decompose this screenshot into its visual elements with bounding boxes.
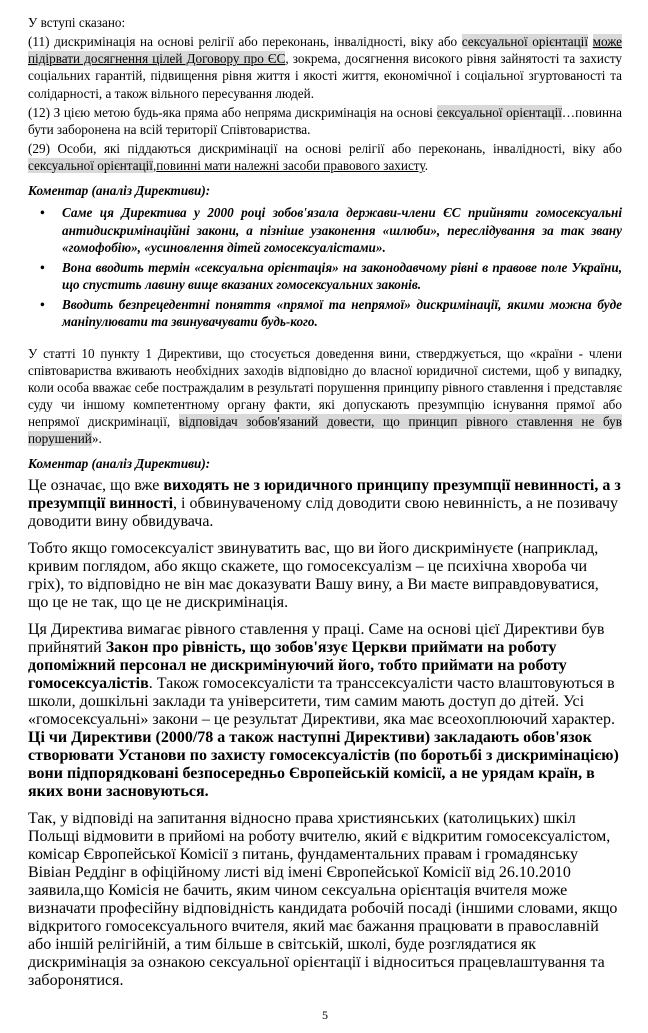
text-run: …повинна бути заборонена на всій території Співтовариства. <box>28 104 622 137</box>
text-run: повинні мати належні засоби правового захисту <box>156 158 425 174</box>
list-item <box>28 259 622 293</box>
comment-bullets-1 <box>28 204 622 330</box>
clause-29 <box>28 140 622 174</box>
text-run: сексуальної орієнтації <box>436 104 562 120</box>
para-example <box>28 540 622 612</box>
para-poland <box>28 810 622 990</box>
text-run <box>588 34 593 49</box>
bullet-dot: • <box>40 259 45 275</box>
bullet-text: Вводить безпрецедентні поняття «прямої та непрямої» дискримінації, якими можна буде маніпулювати та звинувачувати будь-кого. <box>62 297 622 330</box>
text-run: (29) Особи, які піддаються дискримінації на основі релігії або переконань, інвалідності, віку або <box>28 141 622 157</box>
bullet-dot: • <box>40 297 45 313</box>
text-run: Так, у відповіді на запитання відносно права християнських (католицьких) шкіл Польщі відмовити в прийомі на роботу вчителю, який є відкритим гомосексуалістом, комісар Європейської Комісії з питань, фундаментальних правам і громадянську Вівіан Реддінг в офіційному листі від імені Європейської Комісії від 26.10.2010 заявила,що Комісія не бачить, яким чином сексуальна орієнтація вчителя може визначати професійну відповідність кандидата робочій посаді (іншими словами, якщо відкритого гомосексуального вчителя, який має бажання працювати в православній або іншій релігійній, а тим більше в світській, школі, буде розглядатися як дискримінація за ознакою сексуальної орієнтації і відноситься працевлаштування та заборонятися. <box>28 810 618 990</box>
text-run: . <box>424 158 428 174</box>
comment-heading-2: Коментар (аналіз Директиви): <box>28 456 211 472</box>
text-run: виходять не з юридичного принципу презумпції невинності, а з презумпції винності <box>28 477 621 513</box>
list-item <box>28 204 622 255</box>
text-run: У статті 10 пункту 1 Директиви, що стосується доведення вини, стверджується, що «країни - члени співтовариства вживають необхідних заходів відповідно до власної юридичної системи, щоб у випадку, коли особа вважає себе постраждалим в результаті порушення принципу рівного ставлення і представляє суду чи іншому компетентному органу факти, які допускають презумпцію існування прямої або непрямої дискримінації, <box>28 345 622 430</box>
bullet-text: Саме ця Директива у 2000 році зобов'язала держави-члени ЄС прийняти гомосексуальні антидискримінаційні закони, а пізніше узаконення «шлюби», переслідування за так звану «гомофобію», «усиновлення дітей гомосексуалістами». <box>62 205 622 255</box>
text-run: може підірвати досягнення цілей Договору про ЄС <box>28 34 623 67</box>
para-means <box>28 477 622 531</box>
text-run: (11) дискримінація на основі релігії або переконань, інвалідності, віку або <box>28 34 462 50</box>
text-run: , зокрема, досягнення високого рівня зайнятості та захисту соціальних гарантій, підвищення рівня життя і якості життя, економічної і соціальної згуртованості та солідарності, а також вільного пересування людей. <box>28 51 622 101</box>
text-run: сексуальної орієнтації <box>28 158 153 174</box>
bullet-dot: • <box>40 205 45 221</box>
text-run: Тобто якщо гомосексуаліст звинуватить вас, що ви його дискримінуєте (наприклад, кривим поглядом, або якщо скажете, що гомосексуалізм – це психічна хвороба чи гріх), то відповідно не він має доказувати Вашу вину, а Ви маєте виправдовуватися, що це не так, що це не дискримінація. <box>28 540 599 612</box>
text-run: Це означає, що вже <box>28 477 164 495</box>
text-run: ». <box>91 431 102 447</box>
text-run: , <box>152 158 157 174</box>
clause-11 <box>28 33 622 102</box>
article-10-paragraph <box>28 345 622 448</box>
text-run: сексуальної орієнтації <box>461 34 589 50</box>
text-run: відповідач зобов'язаний довести, що принцип рівного ставлення не був порушений <box>28 414 622 447</box>
text-run: (12) З цією метою будь-яка пряма або непряма дискримінація на основі <box>28 104 437 120</box>
text-run: . Також гомосексуалісти та транссексуалісти часто влаштовуються в школи, дошкільні заклади та університети, тим самим мають доступ до дітей. Усі «гомосексуальні» закони – це результат Директиви, яка має всеохоплюючий характер. <box>28 675 615 729</box>
intro-line: У вступі сказано: <box>28 15 126 30</box>
text-run: Ця Директива вимагає рівного ставлення у праці. Саме на основі цієї Директиви був прийнятий <box>28 621 605 657</box>
spacer <box>28 334 622 345</box>
comment-heading-1: Коментар (аналіз Директиви): <box>28 183 211 199</box>
page-number: 5 <box>322 1008 328 1023</box>
text-run: Закон про рівність, що зобов'язує Церкви приймати на роботу допоміжний персонал не дискримінуючий його, тобто приймати на роботу гомосексуалістів <box>28 639 567 693</box>
bullet-text: Вона вводить термін «сексуальна орієнтація» на законодавчому рівні в правове поле України, що спустить лавину вище вказаних гомосексуальних законів. <box>62 259 622 293</box>
text-run: , і обвинуваченому слід доводити свою невинність, а не позивачу доводити вину обвидувача. <box>28 495 618 531</box>
list-item <box>28 296 622 330</box>
text-run: Ці чи Директиви (2000/78 а також наступні Директиви) закладають обов'язок створювати Установи по захисту гомосексуалістів (по боротьбі з дискримінацією) вони підпорядковані безпосередньо Європейській комісії, а не урядам країн, в яких вони засновуються. <box>28 729 619 801</box>
para-equality-law <box>28 621 622 801</box>
clause-12 <box>28 104 622 138</box>
